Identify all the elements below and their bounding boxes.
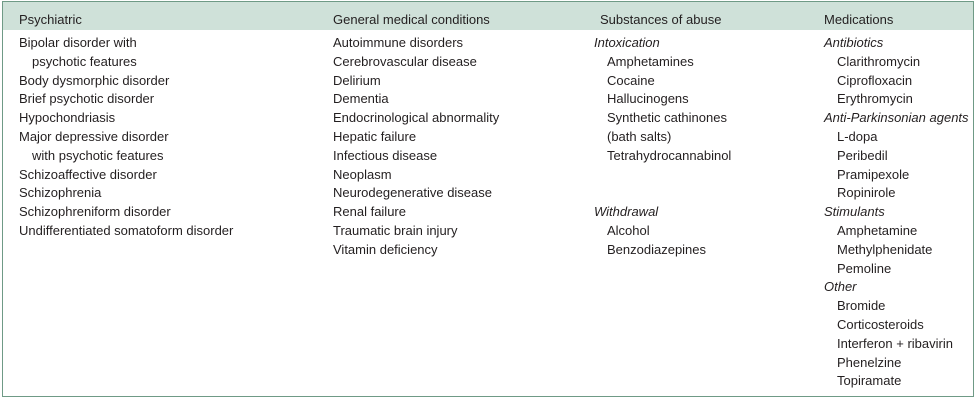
list-item: Infectious disease xyxy=(333,147,438,163)
list-item: Ropinirole xyxy=(837,185,896,201)
list-item: Benzodiazepines xyxy=(607,241,707,257)
list-item: Erythromycin xyxy=(837,91,913,107)
list-item: Amphetamines xyxy=(607,53,694,69)
list-item: Bromide xyxy=(837,298,886,314)
antibiotics-label: Antibiotics xyxy=(824,35,884,50)
list-item: Tetrahydrocannabinol xyxy=(607,147,732,163)
list-item: Major depressive disorder xyxy=(19,128,169,144)
list-item: Synthetic cathinones xyxy=(607,110,727,126)
list-item: Clarithromycin xyxy=(837,53,921,69)
stimulants-label: Stimulants xyxy=(824,204,885,220)
list-item: (bath salts) xyxy=(607,128,672,144)
list-item: Schizophreniform disorder xyxy=(19,204,171,220)
column-substances xyxy=(594,34,731,260)
list-item: Cerebrovascular disease xyxy=(333,53,477,69)
list-item: Corticosteroids xyxy=(837,316,924,332)
list-item: Pemoline xyxy=(837,260,892,276)
list-item: Methylphenidate xyxy=(837,241,933,257)
list-item: Hypochondriasis xyxy=(19,110,116,126)
list-item: L-dopa xyxy=(837,128,878,144)
spacer xyxy=(594,166,731,185)
intoxication-label: Intoxication xyxy=(594,35,660,50)
column-medications xyxy=(824,34,969,391)
list-item: Interferon + ribavirin xyxy=(837,335,953,351)
list-item: Undifferentiated somatoform disorder xyxy=(19,222,234,238)
other-label: Other xyxy=(824,279,857,295)
list-item: Pramipexole xyxy=(837,166,910,182)
list-item: Phenelzine xyxy=(837,354,902,370)
list-item: Neurodegenerative disease xyxy=(333,185,492,201)
list-item: Neoplasm xyxy=(333,166,392,182)
table-header xyxy=(3,2,973,30)
withdrawal-label: Withdrawal xyxy=(594,204,659,220)
column-general-medical xyxy=(333,34,499,260)
list-item: Renal failure xyxy=(333,204,406,220)
list-item: Alcohol xyxy=(607,222,650,238)
list-item: Traumatic brain injury xyxy=(333,222,458,238)
list-item: Hepatic failure xyxy=(333,128,417,144)
header-general-medical: General medical conditions xyxy=(333,12,490,27)
list-item: Hallucinogens xyxy=(607,91,689,107)
list-item: Topiramate xyxy=(837,373,902,389)
list-item: Delirium xyxy=(333,72,381,88)
list-item: Autoimmune disorders xyxy=(333,35,464,50)
header-psychiatric: Psychiatric xyxy=(19,12,82,27)
causes-table xyxy=(2,1,974,397)
list-item: Bipolar disorder with xyxy=(19,35,137,50)
list-item: Peribedil xyxy=(837,147,888,163)
list-item: with psychotic features xyxy=(32,147,164,163)
header-substances: Substances of abuse xyxy=(600,12,722,27)
spacer xyxy=(594,184,731,203)
column-psychiatric xyxy=(19,34,233,241)
list-item: Schizoaffective disorder xyxy=(19,166,157,182)
list-item: Endocrinological abnormality xyxy=(333,110,500,126)
list-item: Brief psychotic disorder xyxy=(19,91,155,107)
list-item: Cocaine xyxy=(607,72,655,88)
header-medications: Medications xyxy=(824,12,894,27)
list-item: Dementia xyxy=(333,91,389,107)
list-item: Schizophrenia xyxy=(19,185,102,201)
list-item: Body dysmorphic disorder xyxy=(19,72,170,88)
list-item: psychotic features xyxy=(32,53,137,69)
anti-parkinsonian-label: Anti-Parkinsonian agents xyxy=(824,110,969,126)
list-item: Vitamin deficiency xyxy=(333,241,438,257)
list-item: Amphetamine xyxy=(837,222,918,238)
list-item: Ciprofloxacin xyxy=(837,72,913,88)
